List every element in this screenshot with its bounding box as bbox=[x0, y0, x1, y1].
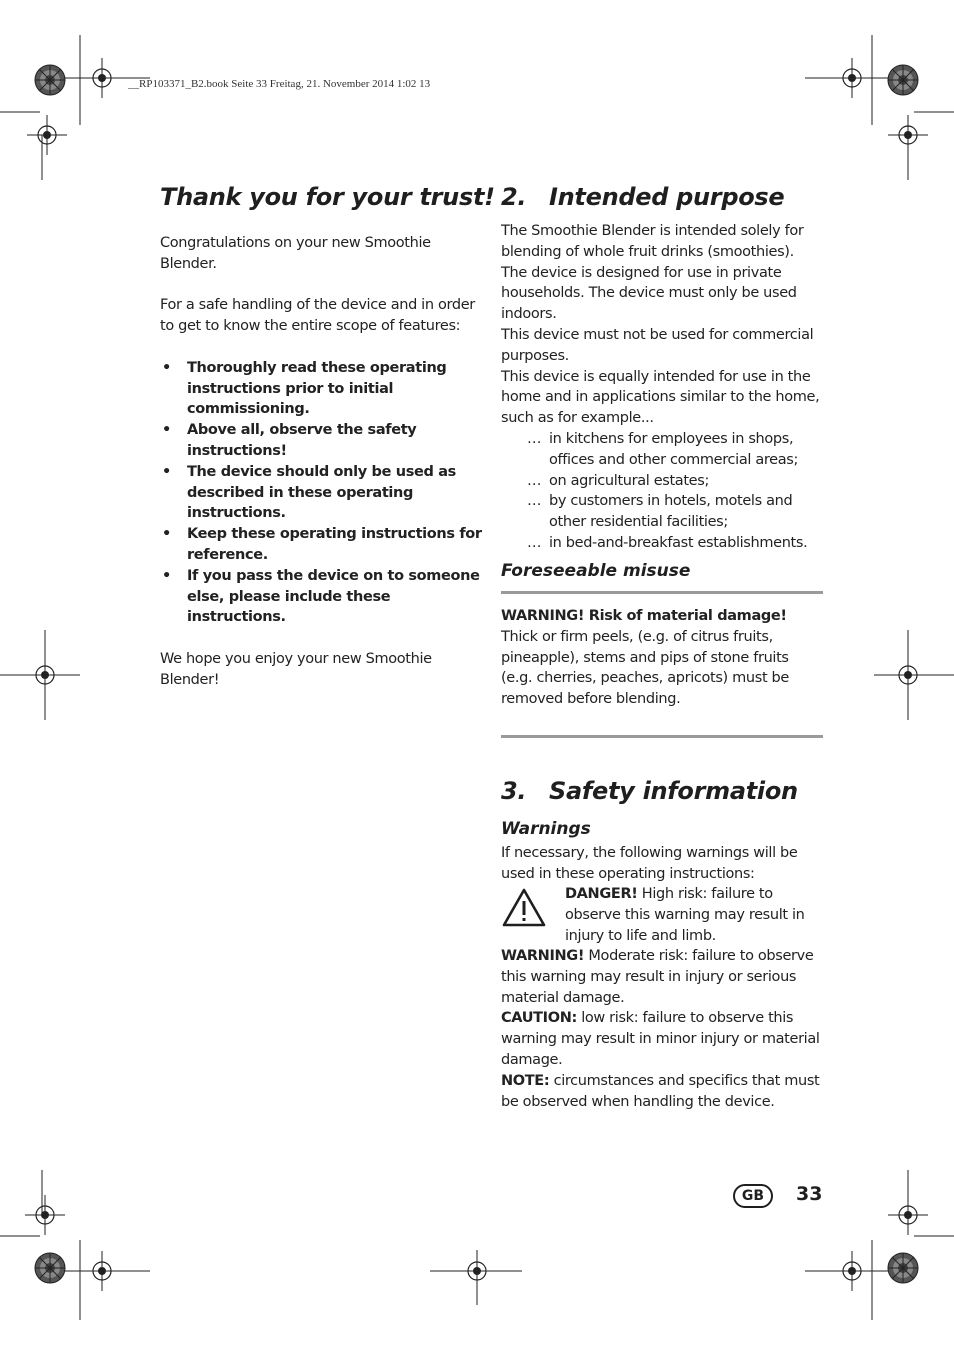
print-header-line: __RP103371_B2.book Seite 33 Freitag, 21. November 2014 1:02 13 bbox=[128, 78, 431, 90]
examples-list bbox=[501, 429, 823, 554]
section-title: Intended purpose bbox=[549, 183, 785, 211]
signal-word-definitions bbox=[501, 946, 823, 1112]
warning-triangle-icon bbox=[502, 888, 546, 928]
paragraph: This device must not be used for commercial purposes. bbox=[501, 326, 814, 364]
caution-definition: CAUTION: low risk: failure to observe this warning may result in minor injury or material damage. bbox=[501, 1010, 820, 1068]
welcome-title: Thank you for your trust! bbox=[160, 183, 495, 211]
instructions-list bbox=[160, 358, 482, 628]
divider bbox=[501, 591, 823, 594]
note-definition: NOTE: circumstances and specifics that must be observed when handling the device. bbox=[501, 1072, 820, 1110]
note-label: NOTE: bbox=[501, 1072, 550, 1089]
section-number: 3. bbox=[501, 777, 527, 805]
warnings-heading: Warnings bbox=[501, 819, 591, 839]
list-item: • Above all, observe the safety instructions! bbox=[162, 422, 417, 459]
list-item: • Keep these operating instructions for reference. bbox=[162, 526, 482, 563]
page-number: 33 bbox=[796, 1183, 823, 1205]
caution-label: CAUTION: bbox=[501, 1010, 577, 1027]
closing-paragraph: We hope you enjoy your new Smoothie Blender! bbox=[160, 650, 432, 688]
section-3-heading bbox=[501, 777, 798, 805]
list-item: … in kitchens for employees in shops, offices and other commercial areas; bbox=[527, 430, 798, 468]
list-item: • Thoroughly read these operating instructions prior to initial commissioning. bbox=[162, 359, 447, 418]
danger-text: High risk: failure to observe this warning may result in injury to life and limb. bbox=[565, 886, 805, 944]
left-column bbox=[160, 233, 482, 691]
list-item: … in bed-and-breakfast establishments. bbox=[527, 534, 808, 551]
list-item: … on agricultural estates; bbox=[527, 472, 709, 489]
intended-purpose-body bbox=[501, 221, 823, 554]
danger-definition bbox=[565, 884, 823, 946]
list-item: … by customers in hotels, motels and other residential facilities; bbox=[527, 493, 793, 531]
intro-paragraph: For a safe handling of the device and in order to get to know the entire scope of features: bbox=[160, 297, 475, 335]
section-number: 2. bbox=[501, 183, 527, 211]
congrats-paragraph: Congratulations on your new Smoothie Blender. bbox=[160, 235, 431, 272]
warning-text: Thick or firm peels, (e.g. of citrus fruits, pineapple), stems and pips of stone fruits (e.g. cherries, peaches, apricots) must be removed before blending. bbox=[501, 628, 789, 708]
misuse-heading: Foreseeable misuse bbox=[501, 561, 691, 581]
safety-intro: If necessary, the following warnings will be used in these operating instructions: bbox=[501, 845, 798, 882]
paragraph: The device is designed for use in private households. The device must only be used indoors. bbox=[501, 264, 797, 323]
danger-label: DANGER! bbox=[565, 886, 638, 902]
section-title: Safety information bbox=[549, 777, 798, 805]
language-badge: GB bbox=[733, 1184, 773, 1208]
list-item: • If you pass the device on to someone else, please include these instructions. bbox=[162, 567, 480, 626]
warning-title: WARNING! Risk of material damage! bbox=[501, 608, 787, 624]
list-item: • The device should only be used as described in these operating instructions. bbox=[162, 463, 456, 522]
warning-label: WARNING! bbox=[501, 948, 585, 964]
paragraph: The Smoothie Blender is intended solely for blending of whole fruit drinks (smoothies). bbox=[501, 223, 804, 260]
divider bbox=[501, 735, 823, 738]
misuse-warning-box bbox=[501, 606, 823, 710]
warning-definition: WARNING! Moderate risk: failure to observe this warning may result in injury or serious material damage. bbox=[501, 948, 814, 1006]
section-2-heading bbox=[501, 183, 784, 211]
paragraph: This device is equally intended for use in the home and in applications similar to the home, such as for example... bbox=[501, 368, 820, 427]
